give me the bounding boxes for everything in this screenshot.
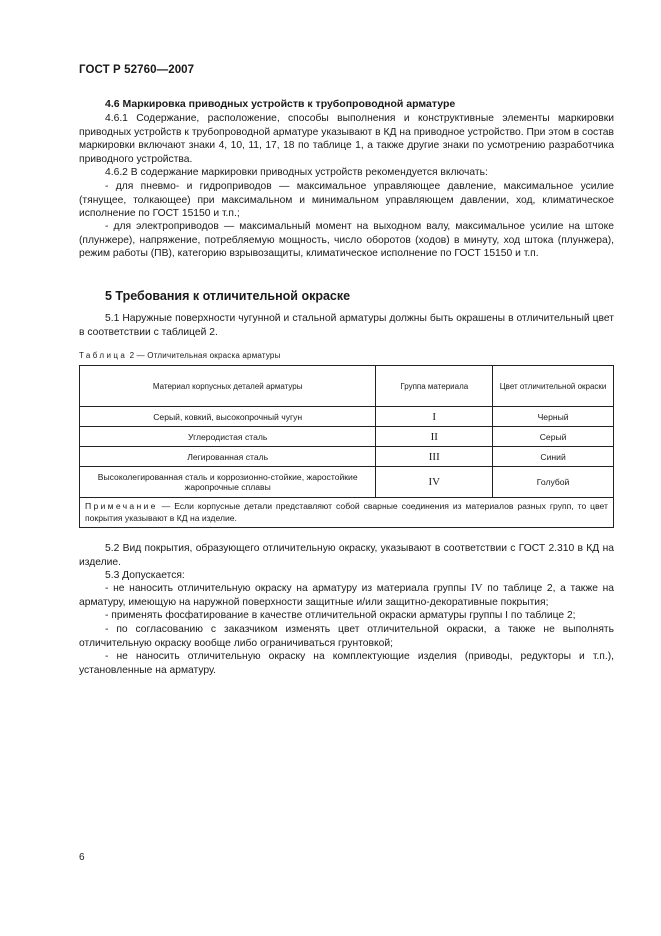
section-5-heading: 5 Требования к отличительной окраске xyxy=(105,289,351,303)
table-row xyxy=(80,427,614,447)
color-cell: Синий xyxy=(493,447,614,467)
paragraph-5-3: 5.3 Допускается: xyxy=(105,570,185,581)
note-word: Примечание xyxy=(85,501,158,511)
header-group: Группа материала xyxy=(376,366,493,407)
table-note-row xyxy=(80,498,614,528)
paragraph-4-6-1: 4.6.1 Содержание, расположение, способы выполнения и конструктивные элементы маркировки приводных устройств к трубопроводной арматуре указывают в КД на приводное устройство. При этом в состав маркировки включают знаки 4, 10, 11, 17, 18 по таблице 1, а также другие знаки по усмотрению разработчика приводного устройства. xyxy=(79,113,614,165)
group-cell: II xyxy=(376,427,493,447)
item-a-group: IV xyxy=(470,582,483,594)
material-cell: Высоколегированная сталь и коррозионно-стойкие, жаростойкие жаропрочные сплавы xyxy=(80,467,376,498)
table-row xyxy=(80,467,614,498)
material-cell: Углеродистая сталь xyxy=(80,427,376,447)
header-material: Материал корпусных деталей арматуры xyxy=(80,366,376,407)
material-cell: Легированная сталь xyxy=(80,447,376,467)
document-code: ГОСТ Р 52760—2007 xyxy=(79,64,195,76)
list-item-phosphate: - применять фосфатирование в качестве отличительной окраски арматуры группы I по таблице 2; xyxy=(105,610,576,621)
table-caption-text: 2 — Отличительная окраска арматуры xyxy=(129,351,281,360)
table-2-caption xyxy=(79,351,281,360)
table-row xyxy=(80,407,614,427)
paragraph-4-6-2: 4.6.2 В содержание маркировки приводных устройств рекомендуется включать: xyxy=(105,167,488,178)
table-header-row xyxy=(80,366,614,407)
list-item-electro: - для электроприводов — максимальный момент на выходном валу, максимальное усилие на штоке (плунжере), напряжение, потребляемую мощность, число оборотов (ходов) в минуту, ход штока (плунжера), режим работы (ПВ), категорию взрывозащиты, климатическое исполнение по ГОСТ 15150 и т.п. xyxy=(79,221,614,259)
table-row xyxy=(80,447,614,467)
group-cell: III xyxy=(376,447,493,467)
page-number: 6 xyxy=(79,852,85,863)
list-item-components: - не наносить отличительную окраску на комплектующие изделия (приводы, редукторы и т.п.), установленные на арматуру. xyxy=(79,651,614,676)
table-2 xyxy=(79,365,614,528)
paragraph-5-1: 5.1 Наружные поверхности чугунной и стальной арматуры должны быть окрашены в отличительный цвет в соответствии с таблицей 2. xyxy=(79,313,614,338)
item-a-post: по таблице 2, а также на арматуру, имеющую на наружной поверхности защитные и/или защитно-декоративные покрытия; xyxy=(79,583,614,608)
group-cell: I xyxy=(376,407,493,427)
table-note xyxy=(80,498,614,528)
group-cell: IV xyxy=(376,467,493,498)
paragraph-5-2: 5.2 Вид покрытия, образующего отличительную окраску, указывают в соответствии с ГОСТ 2.310 в КД на изделие. xyxy=(79,543,614,568)
color-cell: Черный xyxy=(493,407,614,427)
table-caption-word: Таблица xyxy=(79,351,128,360)
list-item-no-paint xyxy=(79,582,614,609)
list-item-pneumo: - для пневмо- и гидроприводов — максимальное управляющее давление, максимальное усилие (тянущее, толкающее) при максимальном и минимальном управляющем давлении, ход, климатическое исполнение по ГОСТ 15150 и т.п.; xyxy=(79,181,614,219)
header-color: Цвет отличительной окраски xyxy=(493,366,614,407)
material-cell: Серый, ковкий, высокопрочный чугун xyxy=(80,407,376,427)
note-text: — Если корпусные детали представляют собой сварные соединения из материалов разных групп, то цвет покрытия указывают в КД на изделие. xyxy=(85,501,608,523)
item-a-pre: - не наносить отличительную окраску на арматуру из материала группы xyxy=(105,583,471,594)
color-cell: Серый xyxy=(493,427,614,447)
color-cell: Голубой xyxy=(493,467,614,498)
section-4-6-heading: 4.6 Маркировка приводных устройств к трубопроводной арматуре xyxy=(105,98,456,110)
list-item-agreement: - по согласованию с заказчиком изменять цвет отличительной окраски, а также не выполнять отличительную окраску вообще либо ограничиваться грунтовкой; xyxy=(79,624,614,649)
